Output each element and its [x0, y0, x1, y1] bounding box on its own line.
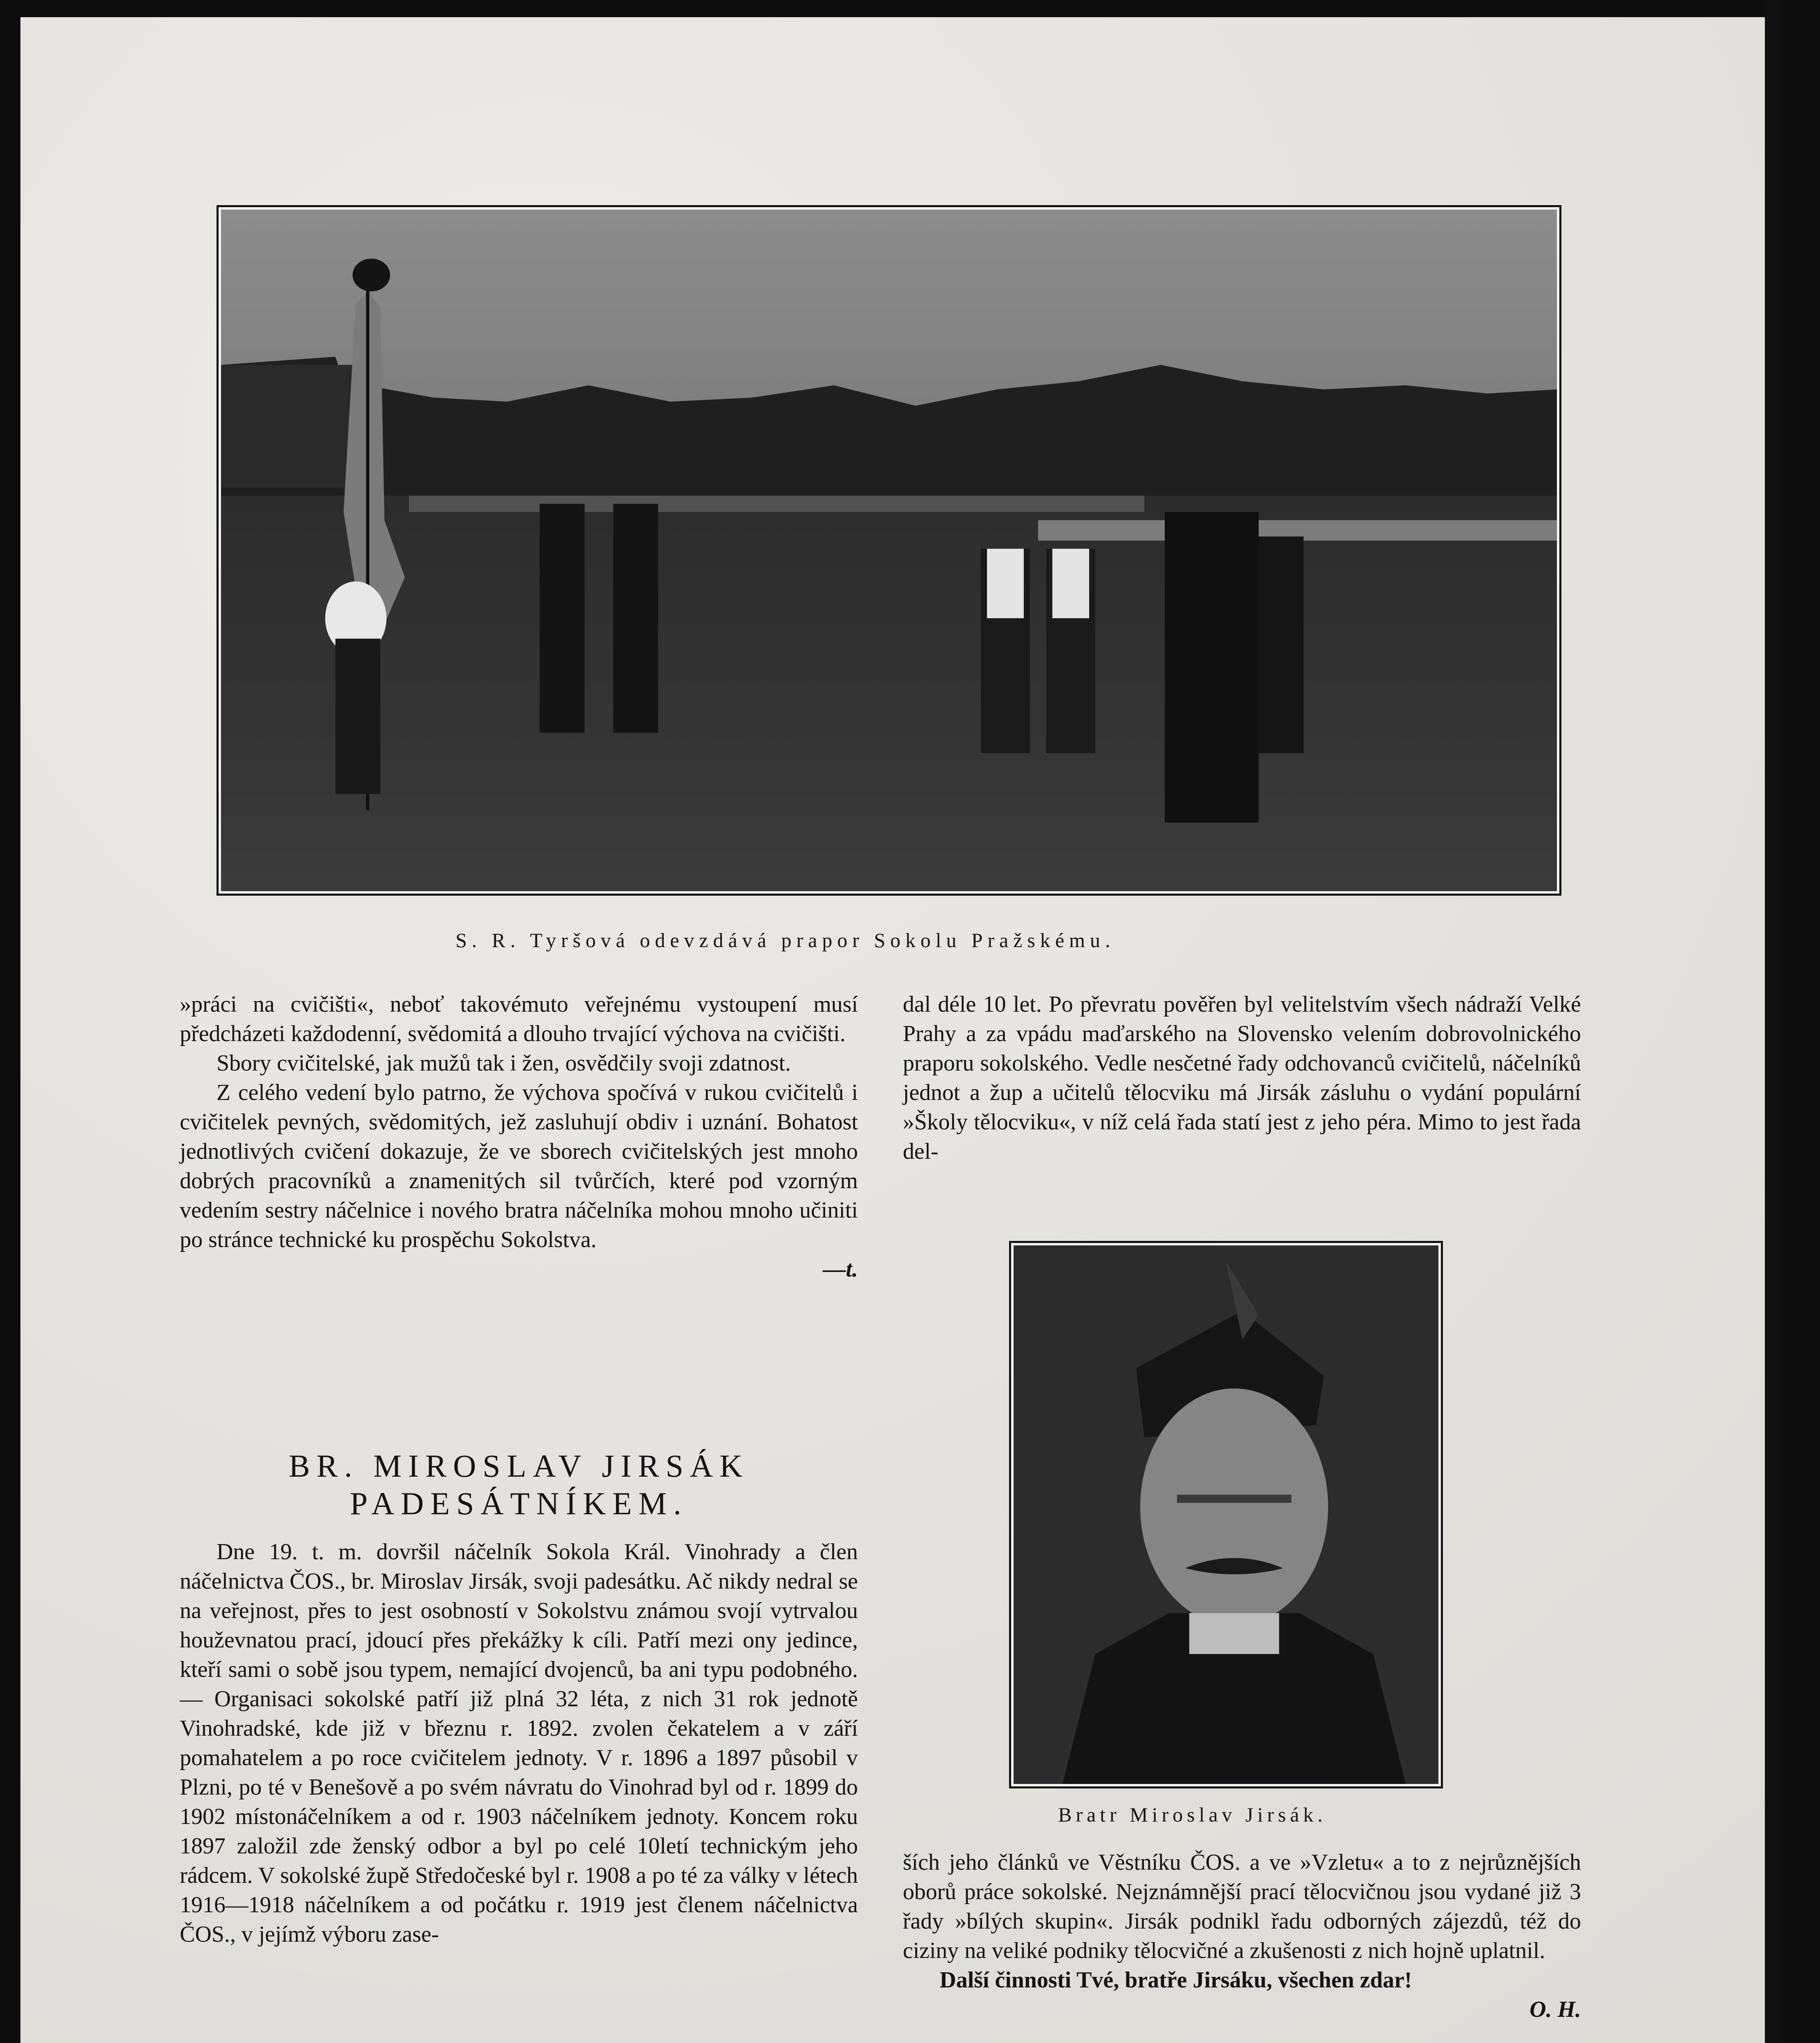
heading-line-2: PADESÁTNÍKEM. [350, 1486, 688, 1521]
author-signature: —t. [823, 1256, 858, 1282]
paragraph: dal déle 10 let. Po převratu pověřen byl velitelstvím všech nádraží Velké Prahy a za vpádu maďarského na Slovensko velením dobrovolnického praporu sokolského. Vedle nesčetné řady odchovanců cvičitelů, náčelníků jednot a žup a učitelů tělocviku má Jirsák zásluhu o vydání populární »Školy tělocviku«, v níž celá řada statí jest z jeho péra. Mimo to jest řada del- [903, 992, 1581, 1164]
top-photo-caption: S. R. Tyršová odevzdává prapor Sokolu Pražskému. [456, 929, 1115, 952]
paragraph: »práci na cvičišti«, neboť takovémuto veřejnému vystoupení musí předcházeti každodenní, svědomitá a dlouho trvající výchova na cvičišti. [180, 992, 858, 1046]
portrait-illustration [1014, 1245, 1438, 1784]
left-column-article [180, 1537, 858, 1949]
heading-line-1: BR. MIROSLAV JIRSÁK [288, 1448, 749, 1484]
flag-ceremony-photo [219, 207, 1559, 894]
flag-ceremony-illustration [221, 210, 1557, 891]
scan-border [1765, 0, 1781, 2043]
left-column-upper [180, 990, 858, 1284]
closing-line: Další činnosti Tvé, bratře Jirsáku, všechen zdar! [940, 1967, 1412, 1993]
paragraph: Dne 19. t. m. dovršil náčelník Sokola Král. Vinohrady a člen náčelnictva ČOS., br. Miroslav Jirsák, svoji padesátku. Ač nikdy nedral se na veřejnost, přes to jest osobností v Sokolstvu známou svojí vytrvalou houževnatou prací, jdoucí přes překážky k cíli. Patří mezi ony jedince, kteří sami o sobě jsou typem, nemající dvojenců, ba ani typu podobného. — Organisaci sokolské patří již plná 32 léta, z nich 31 rok jednotě Vinohradské, kde již v březnu r. 1892. zvolen čekatelem a v září pomahatelem a po roce cvičitelem jednoty. V r. 1896 a 1897 působil v Plzni, po té v Benešově a po svém návratu do Vinohrad byl od r. 1899 do 1902 místonáčelníkem a od r. 1903 náčelníkem jednoty. Koncem roku 1897 založil zde ženský odbor a byl po celé 10letí technickým jeho rádcem. V sokolské župě Středočeské byl r. 1908 a po té za války v létech 1916—1918 náčelníkem a od počátku r. 1919 jest členem náčelnictva ČOS., v jejímž výboru zase- [180, 1539, 858, 1947]
paragraph: Sbory cvičitelské, jak mužů tak i žen, osvědčily svoji zdatnost. [217, 1051, 791, 1076]
paragraph: ších jeho článků ve Věstníku ČOS. a ve »Vzletu« a to z nejrůznějších oborů práce sokolské. Nejznámnější prací tělocvičnou jsou vydané již 3 řady »bílých skupin«. Jirsák podnikl řadu odborných zájezdů, též do ciziny na veliké podniky tělocvičné a zkušenosti z nich hojně uplatnil. [903, 1850, 1581, 1963]
portrait-caption: Bratr Miroslav Jirsák. [1058, 1803, 1327, 1826]
author-signature: O. H. [1530, 1997, 1581, 2022]
right-column-bottom [903, 1848, 1581, 2024]
article-heading [180, 1447, 858, 1522]
paragraph: Z celého vedení bylo patrno, že výchova spočívá v rukou cvičitelů i cvičitelek pevných, svědomitých, jež zasluhují obdiv i uznání. Bohatost jednotlivých cvičení dokazuje, že ve sborech cvičitelských jest mnoho dobrých pracovníků a znamenitých sil tvůrčích, které pod vzorným vedením sestry náčelnice i nového bratra náčelníka mohou mnoho učiniti po stránce technické ku prospěchu Sokolstva. [180, 1080, 858, 1252]
magazine-page [20, 17, 1773, 2043]
right-column-top [903, 990, 1581, 1166]
portrait-photo [1011, 1243, 1441, 1786]
